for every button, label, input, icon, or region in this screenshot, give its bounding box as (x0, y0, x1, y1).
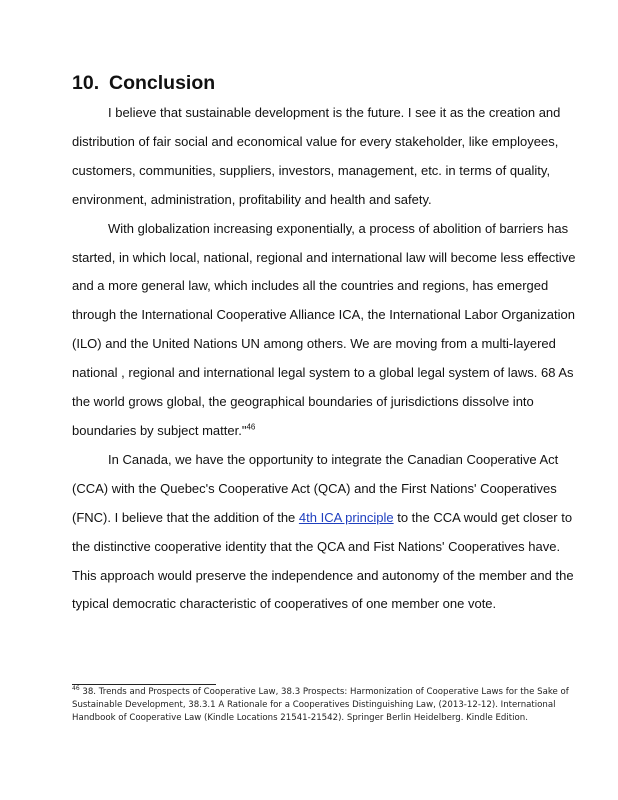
text-line: This approach would preserve the independence and autonomy of the member and the (72, 567, 574, 583)
paragraph-1 (72, 99, 561, 215)
text-line: the distinctive cooperative identity that the QCA and Fist Nations' Cooperatives have. (72, 538, 561, 554)
body-text (72, 99, 576, 619)
text-line: With globalization increasing exponentially, a process of abolition of barriers has (108, 220, 569, 236)
footnote-reference[interactable]: 46 (246, 422, 256, 432)
text-line: distribution of fair social and economical value for every stakeholder, like employees, (72, 133, 559, 149)
section-heading (72, 70, 215, 96)
text-fragment: boundaries by subject matter." (72, 422, 247, 438)
text-line: through the International Cooperative Alliance ICA, the International Labor Organization (72, 307, 575, 323)
footnote-line: Sustainable Development, 38.3.1 A Rationale for a Cooperatives Distinguishing Law, (2013-12-12). International (72, 700, 556, 711)
paragraph-2 (72, 215, 576, 446)
footnote-divider (72, 684, 216, 685)
text-line: (CCA) with the Quebec's Cooperative Act (QCA) and the First Nations' Cooperatives (72, 480, 557, 496)
text-line: typical democratic characteristic of cooperatives of one member one vote. (72, 596, 497, 612)
text-line: I believe that sustainable development is the future. I see it as the creation and (108, 105, 561, 120)
text-line-with-link (72, 504, 573, 533)
text-line: national , regional and international legal system to a global legal system of laws. 68 As (72, 365, 574, 381)
text-fragment: to the CCA would get closer to (397, 509, 573, 525)
footnote-line (72, 685, 569, 699)
text-fragment: 38. Trends and Prospects of Cooperative Law, 38.3 Prospects: Harmonization of Cooperative Laws for the Sake of (82, 687, 569, 697)
paragraph-3 (72, 446, 574, 619)
text-fragment: (FNC). I believe that the addition of the (72, 509, 296, 525)
text-line: environment, administration, profitability and health and safety. (72, 191, 432, 207)
section-number: 10. (72, 72, 100, 94)
text-line: In Canada, we have the opportunity to integrate the Canadian Cooperative Act (108, 451, 559, 467)
footnote-line: Handbook of Cooperative Law (Kindle Locations 21541-21542). Springer Berlin Heidelberg. Kindle Edition. (72, 713, 528, 724)
text-line-with-footnote (72, 417, 550, 446)
text-line: customers, communities, suppliers, investors, management, etc. in terms of quality, (72, 162, 551, 178)
ica-principle-link[interactable]: 4th ICA principle (298, 509, 394, 525)
text-line: started, in which local, national, regional and international law will become less effective (72, 249, 576, 265)
text-line: (ILO) and the United Nations UN among others. We are moving from a multi-layered (72, 336, 556, 352)
text-line: and a more general law, which includes all the countries and regions, has emerged (72, 278, 549, 294)
text-line: the world grows global, the geographical boundaries of jurisdictions dissolve into (72, 394, 534, 410)
footnote (72, 685, 569, 726)
footnote-number: 46 (72, 685, 80, 693)
section-title: Conclusion (109, 72, 216, 94)
